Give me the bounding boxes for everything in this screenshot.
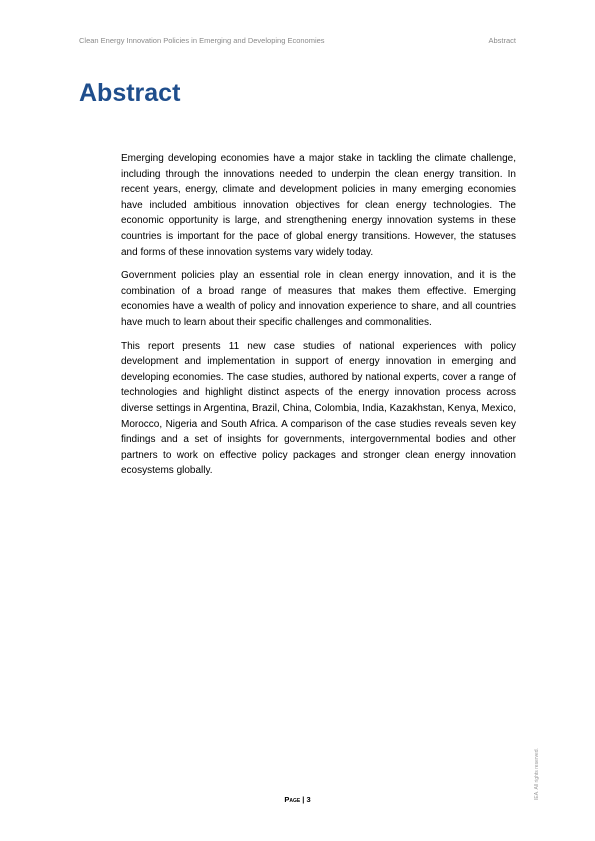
running-header-title: Clean Energy Innovation Policies in Emerging and Developing Economies [79, 36, 325, 45]
running-header-section: Abstract [488, 36, 516, 45]
paragraph-2: Government policies play an essential role in clean energy innovation, and it is the combination of a broad range of measures that makes them effective. Emerging economies have a wealth of policy and innovation experience to share, and all countries have much to learn about their specific challenges and commonalities. [121, 270, 516, 328]
page-word: Page [284, 795, 301, 804]
paragraph-3: This report presents 11 new case studies of national experiences with policy development and implementation in support of energy innovation in emerging and developing economies. The case studies, authored by national experts, cover a range of technologies and highlight distinct aspects of the energy innovation process across diverse settings in Argentina, Brazil, China, Colombia, India, Kazakhstan, Kenya, Mexico, Morocco, Nigeria and South Africa. A comparison of the case studies reveals seven key findings and a set of insights for governments, intergovernmental bodies and other partners to work on effective policy packages and stronger clean energy innovation ecosystems globally. [121, 340, 516, 477]
page-footer [0, 795, 595, 804]
page-separator: | [300, 795, 307, 804]
paragraph-1: Emerging developing economies have a major stake in tackling the climate challenge, including through the innovations needed to underpin the clean energy transition. In recent years, energy, climate and development policies in many emerging economies have included ambitious innovation objectives for clean energy technologies. The economic opportunity is large, and strengthening energy innovation systems in these countries is important for the pace of global energy transitions. However, the statuses and forms of these innovation systems vary widely today. [121, 153, 516, 258]
abstract-body [121, 151, 516, 487]
page-number: 3 [306, 795, 311, 804]
copyright-notice: IEA. All rights reserved. [534, 748, 540, 800]
page-title: Abstract [79, 79, 181, 107]
